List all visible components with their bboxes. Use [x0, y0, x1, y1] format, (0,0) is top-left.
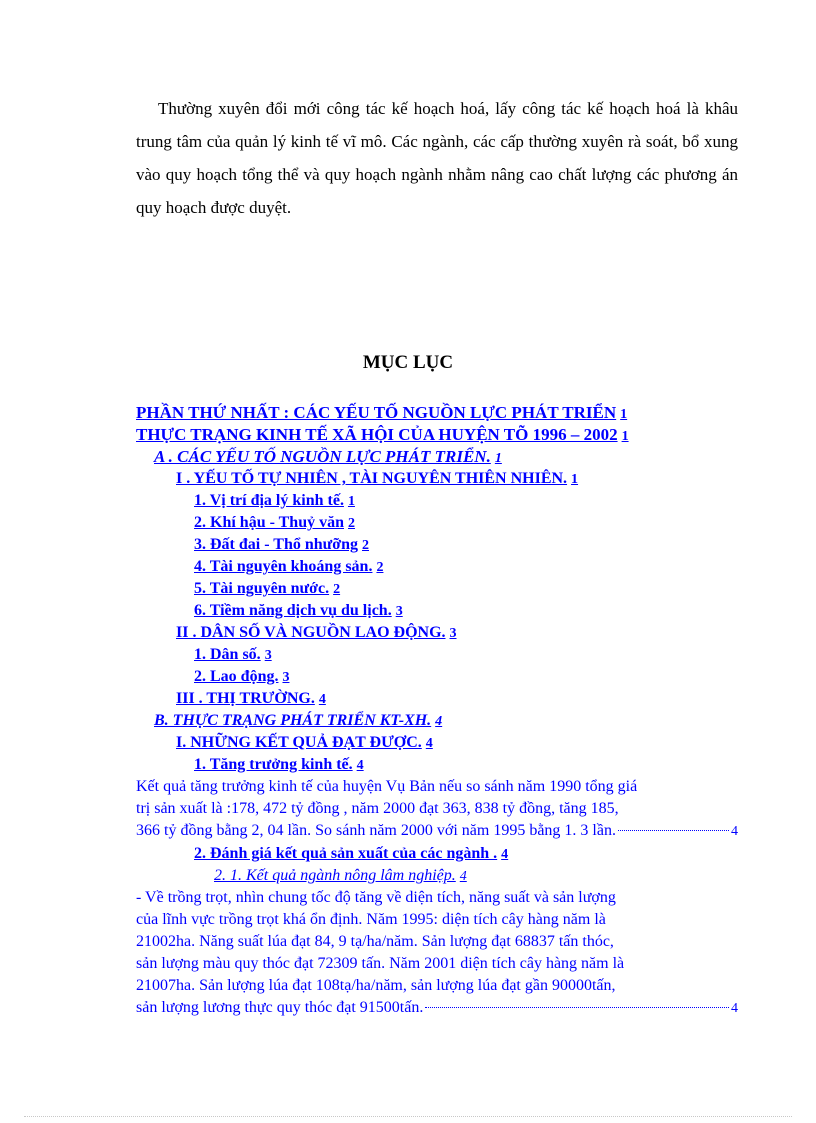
toc-entry-geography[interactable]: 1. Vị trí địa lý kinh tế. 1 — [194, 492, 355, 509]
toc-entry-minerals[interactable]: 4. Tài nguyên khoáng sản. 2 — [194, 558, 384, 575]
table-of-contents — [136, 402, 738, 1020]
toc-entry-current-situation[interactable]: THỰC TRẠNG KINH TẾ XÃ HỘI CỦA HUYỆN TÕ 1996 – 2002 1 — [136, 425, 629, 444]
toc-entry-section-a[interactable]: A . CÁC YẾU TỐ NGUỒN LỰC PHÁT TRIỂN. 1 — [154, 447, 502, 466]
toc-entry-water[interactable]: 5. Tài nguyên nước. 2 — [194, 580, 341, 597]
toc-title: MỤC LỤC — [362, 352, 454, 373]
toc-entry-climate[interactable]: 2. Khí hậu - Thuỷ văn 2 — [194, 514, 355, 531]
toc-entry-land[interactable]: 3. Đất đai - Thổ nhưỡng 2 — [194, 536, 369, 553]
intro-paragraph: Thường xuyên đổi mới công tác kế hoạch hoá, lấy công tác kế hoạch hoá là khâu trung tâm của quản lý kinh tế vĩ mô. Các ngành, các cấp thường xuyên rà soát, bổ xung vào quy hoạch tổng thể và quy hoạch ngành nhằm nâng cao chất lượng các phương án quy hoạch được duyệt. — [136, 99, 738, 217]
toc-entry-tourism[interactable]: 6. Tiềm năng dịch vụ du lịch. 3 — [194, 602, 403, 619]
toc-entry-sector-evaluation[interactable]: 2. Đánh giá kết quả sản xuất của các ngành . 4 — [194, 845, 509, 862]
toc-entry-agriculture-results[interactable]: 2. 1. Kết quả ngành nông lâm nghiệp. 4 — [214, 867, 467, 884]
toc-entry-natural-factors[interactable]: I . YẾU TỐ TỰ NHIÊN , TÀI NGUYÊN THIÊN NHIÊN. 1 — [176, 470, 579, 487]
toc-entry-labour[interactable]: 2. Lao động. 3 — [194, 668, 290, 685]
toc-entry-cultivation[interactable]: - Về trồng trọt, nhìn chung tốc độ tăng về diện tích, năng suất và sản lượng của lĩnh vực trồng trọt khá ổn định. Năm 1995: diện tích cây hàng năm là 21002ha. Năng suất lúa đạt 84, 9 tạ/ha/năm. Sản lượng đạt 68837 tấn thóc, sản lượng màu quy thóc đạt 72309 tấn. Năm 2001 diện tích cây hàng năm là 21007ha. Sản lượng lúa đạt 108tạ/ha/năm, sản lượng lúa đạt gần 90000tấn, sản lượng lương thực quy thóc đạt 91500tấn. 4 — [136, 889, 738, 1016]
toc-entry-population[interactable]: 1. Dân số. 3 — [194, 646, 272, 663]
toc-entry-market[interactable]: III . THỊ TRƯỜNG. 4 — [176, 690, 326, 707]
toc-entry-economic-growth[interactable]: 1. Tăng trưởng kinh tế. 4 — [194, 756, 364, 773]
toc-entry-part-one[interactable]: PHẦN THỨ NHẤT : CÁC YẾU TỐ NGUỒN LỰC PHÁT TRIỂN 1 — [136, 403, 628, 422]
toc-entry-section-b[interactable]: B. THỰC TRẠNG PHÁT TRIỂN KT-XH. 4 — [154, 712, 443, 729]
toc-entry-population-labour[interactable]: II . DÂN SỐ VÀ NGUỒN LAO ĐỘNG. 3 — [176, 624, 457, 641]
toc-entry-achievements[interactable]: I. NHỮNG KẾT QUẢ ĐẠT ĐƯỢC. 4 — [176, 734, 433, 751]
page-bottom-divider — [24, 1116, 792, 1117]
toc-entry-growth-results[interactable]: Kết quả tăng trưởng kinh tế của huyện Vụ Bản nếu so sánh năm 1990 tổng giá trị sản xuất là :178, 472 tỷ đồng , năm 2000 đạt 363, 838 tỷ đồng, tăng 185, 366 tỷ đồng bằng 2, 04 lần. So sánh năm 2000 với năm 1995 bằng 1. 3 lần. 4 — [136, 778, 738, 839]
